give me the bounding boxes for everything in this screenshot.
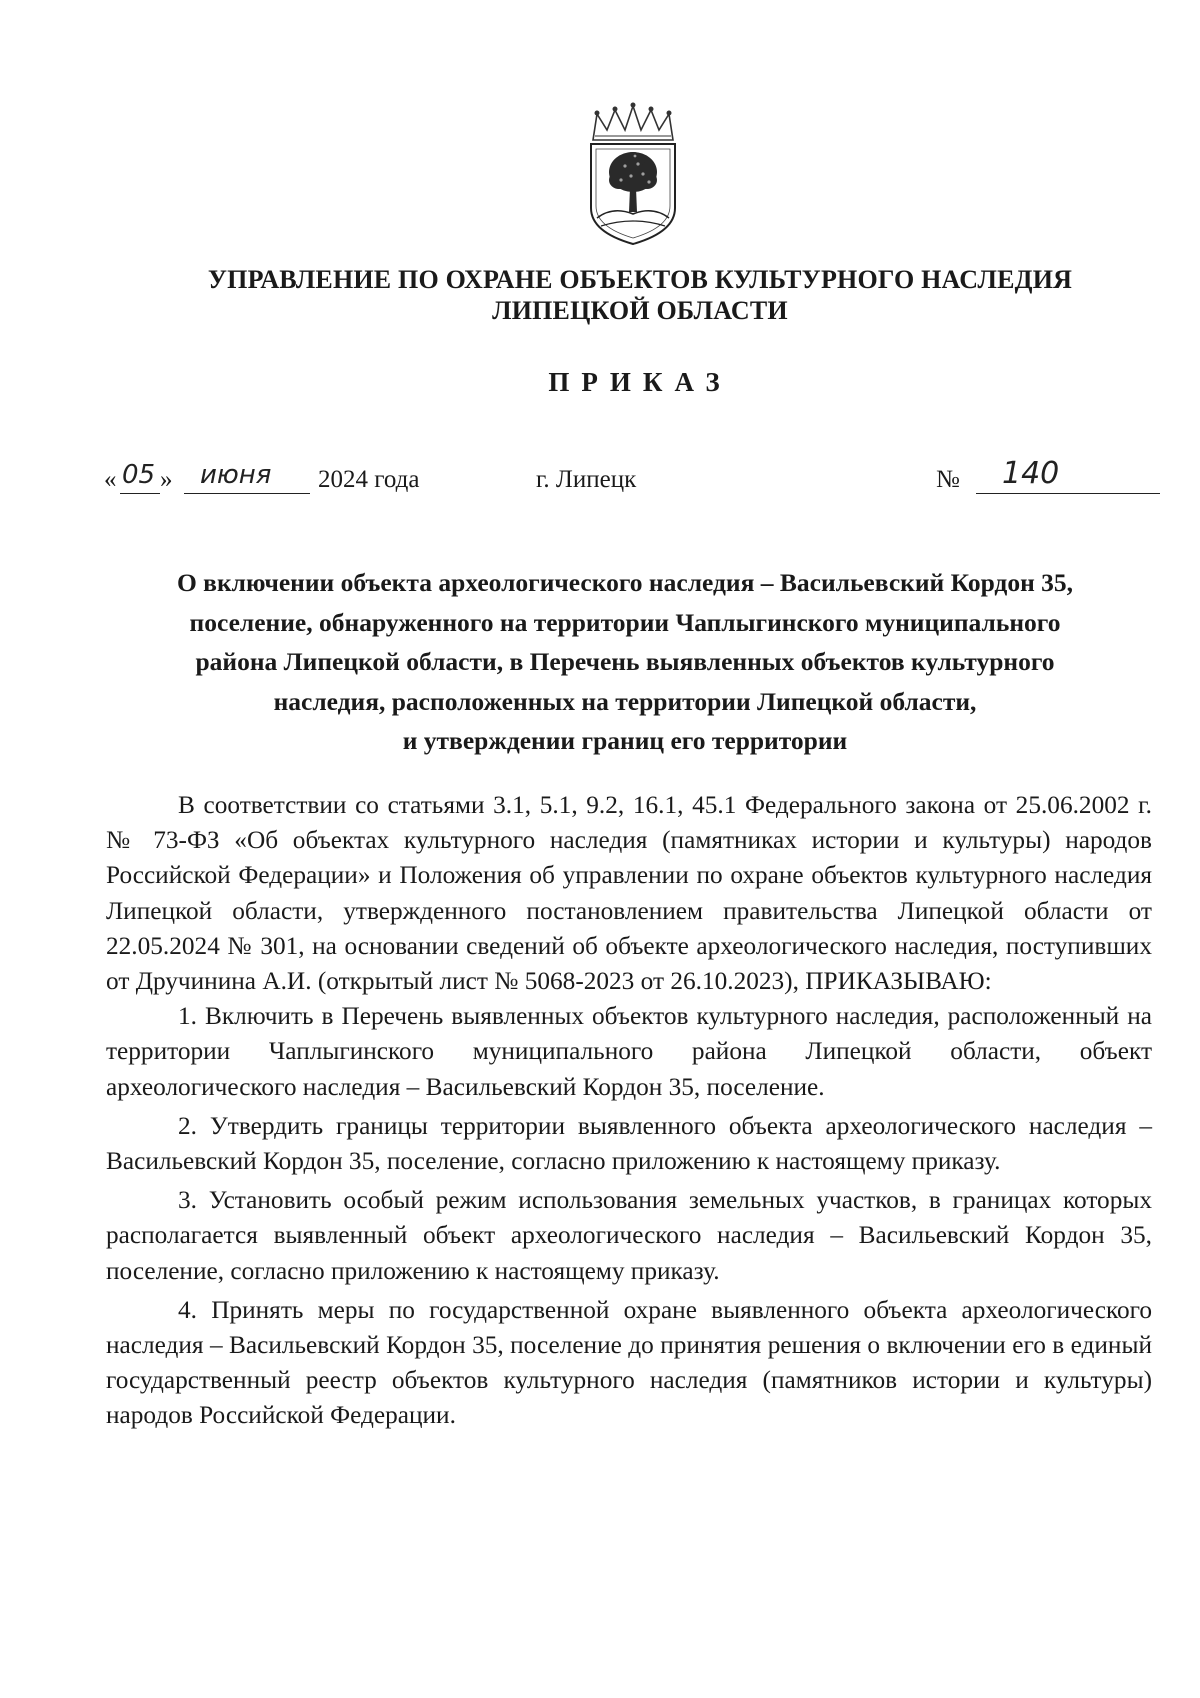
order-item-1: 1. Включить в Перечень выявленных объектов культурного наследия, расположенный на территории Чаплыгинского муниципального района Липецкой области, объект археологического наследия – Васильевский Кордон 35, поселение. bbox=[106, 1002, 1152, 1101]
subject-line: района Липецкой области, в Перечень выявленных объектов культурного bbox=[195, 647, 1055, 676]
order-day: 05 bbox=[122, 460, 156, 490]
coat-of-arms-icon bbox=[583, 100, 683, 250]
subject-line: О включении объекта археологического наследия – Васильевский Кордон 35, bbox=[176, 568, 1074, 597]
order-item-2: 2. Утвердить границы территории выявленного объекта археологического наследия – Васильевский Кордон 35, поселение, согласно приложению к настоящему приказу. bbox=[106, 1111, 1152, 1176]
day-underline bbox=[120, 493, 160, 494]
number-label: № bbox=[936, 466, 960, 493]
order-item-4: 4. Принять меры по государственной охране выявленного объекта археологического наследия – Васильевский Кордон 35, поселение до принятия решения о включении его в единый государственный реестр объектов культурного наследия (памятников истории и культуры) народов Российской Федерации. bbox=[106, 1295, 1152, 1430]
organization-title bbox=[80, 264, 1200, 326]
open-quote: « bbox=[104, 466, 117, 493]
date-line bbox=[0, 456, 1200, 502]
subject-line: наследия, расположенных на территории Липецкой области, bbox=[273, 686, 977, 716]
order-year: 2024 года bbox=[318, 466, 420, 493]
number-underline bbox=[976, 493, 1160, 494]
subject-line: поселение, обнаруженного на территории Чаплыгинского муниципального bbox=[189, 607, 1061, 637]
month-underline bbox=[184, 493, 310, 494]
order-subject bbox=[100, 563, 1150, 761]
order-city: г. Липецк bbox=[536, 466, 637, 493]
organization-title-line2: ЛИПЕЦКОЙ ОБЛАСТИ bbox=[492, 296, 788, 325]
order-body bbox=[106, 788, 1152, 1434]
order-number: 140 bbox=[1002, 456, 1060, 491]
subject-line: и утверждении границ его территории bbox=[402, 726, 848, 755]
close-quote: » bbox=[160, 466, 173, 493]
order-item-3: 3. Установить особый режим использования земельных участков, в границах которых располагается выявленный объект археологического наследия – Васильевский Кордон 35, поселение, согласно приложению к настоящему приказу. bbox=[106, 1186, 1152, 1285]
organization-title-line1: УПРАВЛЕНИЕ ПО ОХРАНЕ ОБЪЕКТОВ КУЛЬТУРНОГО НАСЛЕДИЯ bbox=[207, 265, 1073, 294]
document-type: ПРИКАЗ bbox=[548, 367, 732, 397]
preamble-paragraph: В соответствии со статьями 3.1, 5.1, 9.2, 16.1, 45.1 Федерального закона от 25.06.2002 г. № 73-ФЗ «Об объектах культурного наследия (памятниках истории и культуры) народов Российской Федерации» и Положения об управлении по охране объектов культурного наследия Липецкой области, утвержденного постановлением правительства Липецкой области от 22.05.2024 № 301, на основании сведений об объекте археологического наследия, поступивших от Дручинина А.И. (открытый лист № 5068-2023 от 26.10.2023), ПРИКАЗЫВАЮ: bbox=[106, 791, 1152, 996]
order-month: июня bbox=[200, 460, 272, 490]
